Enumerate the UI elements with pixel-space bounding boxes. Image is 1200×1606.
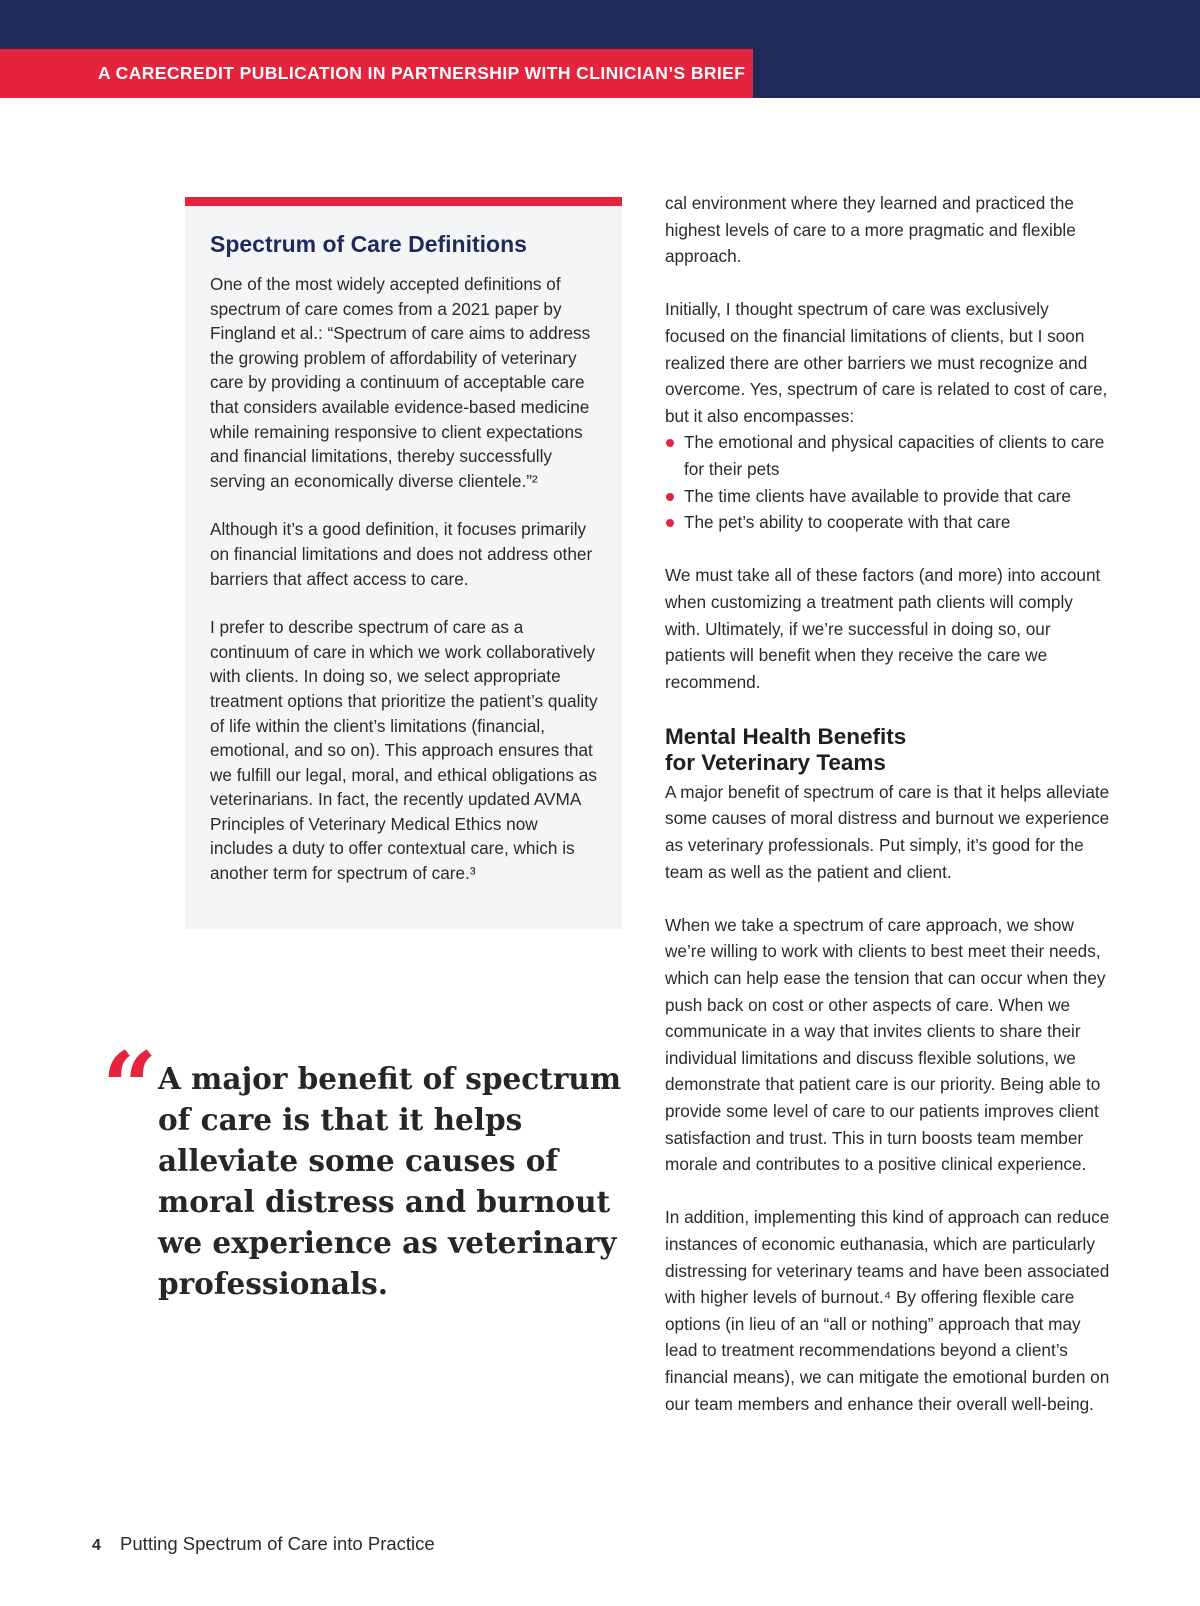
sidebar-paragraph: Although it’s a good definition, it focuses primarily on financial limitations and does not address other barriers that affect access to care. <box>210 519 593 589</box>
pull-quote <box>102 1031 622 1304</box>
page-footer <box>92 1533 435 1555</box>
section-heading <box>665 722 1110 777</box>
section-heading-line: Mental Health Benefits <box>665 723 907 749</box>
pull-quote-text: A major benefit of spectrum of care is that it helps alleviate some causes of moral distress and burnout we experience as veterinary professionals. <box>158 1061 622 1301</box>
footer-title: Putting Spectrum of Care into Practice <box>120 1533 435 1554</box>
sidebar-title: Spectrum of Care Definitions <box>210 231 527 257</box>
page-number: 4 <box>92 1537 101 1554</box>
main-column <box>665 190 1110 1444</box>
body-paragraph: Initially, I thought spectrum of care was exclusively focused on the financial limitations of clients, but I soon realized there are other barriers we must recognize and overcome. Yes, spectrum of care is related to cost of care, but it also encompasses: <box>665 299 1108 426</box>
list-item: The emotional and physical capacities of clients to care for their pets <box>665 429 1110 482</box>
sidebar-paragraph: I prefer to describe spectrum of care as a continuum of care in which we work collaboratively with clients. In doing so, we select appropriate treatment options that prioritize the patient’s quality of life within the client’s limitations (financial, emotional, and so on). This approach ensures that we fulfill our legal, moral, and ethical obligations as veterinarians. In fact, the recently updated AVMA Principles of Veterinary Medical Ethics now includes a duty to offer contextual care, which is another term for spectrum of care.³ <box>210 617 598 884</box>
body-paragraph: We must take all of these factors (and more) into account when customizing a treatment path clients will comply with. Ultimately, if we’re successful in doing so, our patients will benefit when they receive the care we recommend. <box>665 565 1101 692</box>
list-item: The pet’s ability to cooperate with that care <box>665 509 1110 536</box>
section-heading-line: for Veterinary Teams <box>665 750 886 776</box>
body-paragraph: When we take a spectrum of care approach, we show we’re willing to work with clients to best meet their needs, which can help ease the tension that can occur when they push back on cost or other aspects of care. When we communicate in a way that invites clients to share their individual limitations and discuss flexible solutions, we demonstrate that patient care is our priority. Being able to provide some level of care to our patients improves client satisfaction and trust. This in turn boosts team member morale and contributes to a positive clinical experience. <box>665 914 1106 1175</box>
quote-mark-icon: “ <box>102 1031 158 1144</box>
bullet-list <box>665 429 1110 535</box>
list-item: The time clients have available to provide that care <box>665 483 1110 510</box>
body-paragraph: A major benefit of spectrum of care is that it helps alleviate some causes of moral distress and burnout we experience as veterinary professionals. Put simply, it’s good for the team as well as the patient and client. <box>665 781 1110 882</box>
sidebar-box <box>185 197 622 929</box>
publication-banner: A CARECREDIT PUBLICATION IN PARTNERSHIP WITH CLINICIAN’S BRIEF <box>0 49 753 98</box>
sidebar-paragraph: One of the most widely accepted definitions of spectrum of care comes from a 2021 paper by Fingland et al.: “Spectrum of care aims to address the growing problem of affordability of veterinary care by providing a continuum of acceptable care that considers available evidence-based medicine while remaining responsive to client expectations and financial limitations, thereby successfully serving an economically diverse clientele.”² <box>210 274 591 491</box>
body-paragraph: In addition, implementing this kind of approach can reduce instances of economic euthanasia, which are particularly distressing for veterinary teams and have been associated with higher levels of burnout.⁴ By offering flexible care options (in lieu of an “all or nothing” approach that may lead to treatment recommendations beyond a client’s financial means), we can mitigate the emotional burden on our team members and enhance their overall well-being. <box>665 1207 1110 1414</box>
body-paragraph: cal environment where they learned and practiced the highest levels of care to a more pragmatic and flexible approach. <box>665 193 1076 267</box>
